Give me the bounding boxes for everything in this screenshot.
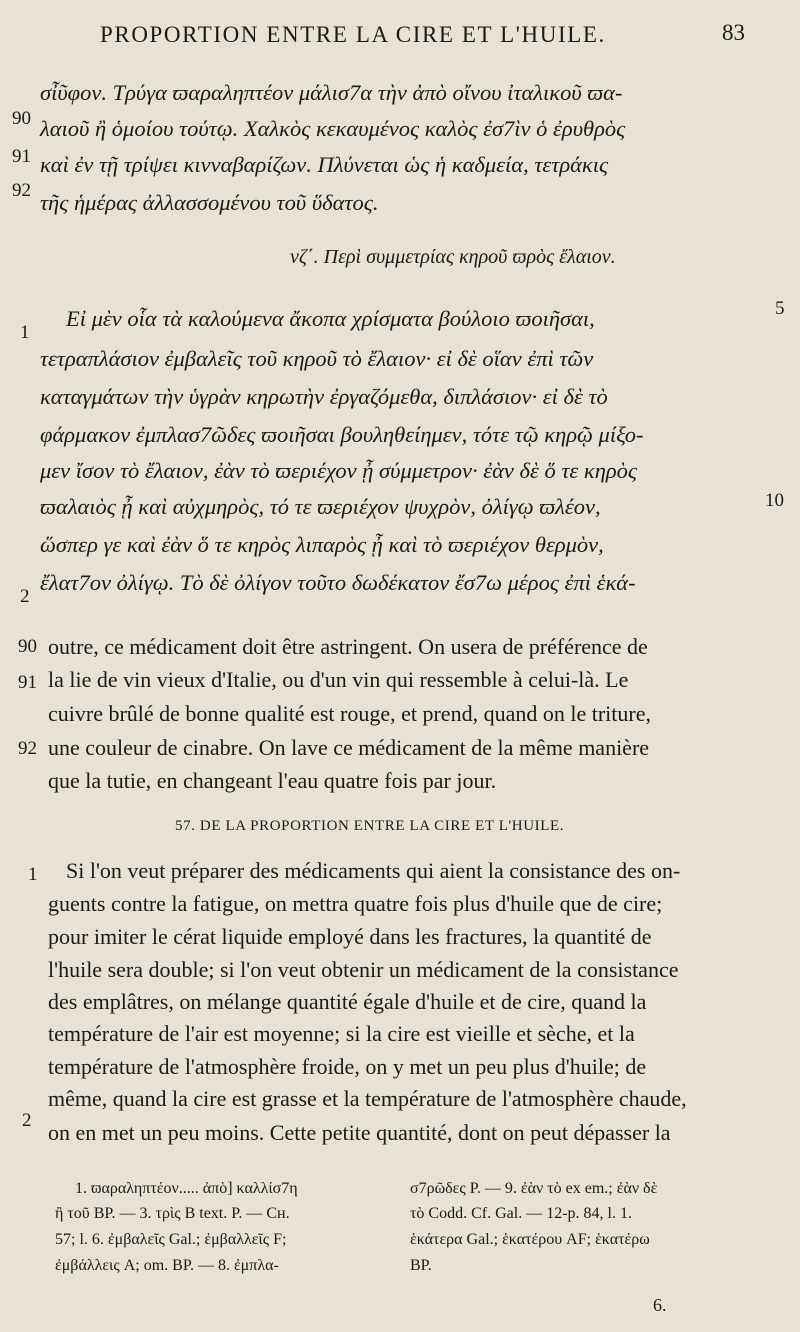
french-line: outre, ce médicament doit être astringent. On usera de préférence de: [48, 634, 648, 659]
greek-line: σἶῦφον. Τρύγα ϖαραληπτέον μάλισ7α τὴν ἀπὸ οἴνου ἰταλικοῦ ϖα-: [40, 80, 623, 105]
greek-line: καταγμάτων τὴν ὑγρὰν κηρωτὴν ἐργαζόμεθα, διπλάσιον· εἰ δὲ τὸ: [40, 384, 608, 409]
margin-number-1: 1: [20, 322, 30, 343]
margin-number-92-fr: 92: [18, 738, 37, 759]
margin-number-2-fr: 2: [22, 1110, 32, 1131]
footnote-line: τὸ Codd. Cf. Gal. — 12-p. 84, l. 1.: [410, 1205, 632, 1222]
french-line: que la tutie, en changeant l'eau quatre fois par jour.: [48, 768, 497, 793]
signature-mark: 6.: [653, 1295, 667, 1315]
french-line: on en met un peu moins. Cette petite quantité, dont on peut dépasser la: [48, 1120, 671, 1145]
french-line: même, quand la cire est grasse et la température de l'atmosphère chaude,: [48, 1086, 687, 1111]
margin-number-92: 92: [12, 180, 31, 201]
french-line: température de l'atmosphère froide, on y met un peu plus d'huile; de: [48, 1054, 647, 1079]
footnote-line: ἑκάτερα Gal.; ἑκατέρου AF; ἑκατέρω: [410, 1231, 650, 1248]
french-line: cuivre brûlé de bonne qualité est rouge, et prend, quand on le triture,: [48, 701, 651, 726]
greek-line: λαιοῦ ἢ ὁμοίου τούτῳ. Χαλκὸς κεκαυμένος καλὸς ἐσ7ὶν ὁ ἐρυθρὸς: [40, 116, 626, 141]
greek-line: τετραπλάσιον ἐμβαλεῖς τοῦ κηροῦ τὸ ἔλαιον· εἰ δὲ οἵαν ἐπὶ τῶν: [40, 346, 594, 371]
french-line: des emplâtres, on mélange quantité égale d'huile et de cire, quand la: [48, 989, 647, 1014]
running-title: PROPORTION ENTRE LA CIRE ET L'HUILE.: [100, 22, 606, 47]
greek-line: τῆς ἡμέρας ἀλλασσομένου τοῦ ὕδατος.: [40, 190, 379, 215]
french-line: guents contre la fatigue, on mettra quatre fois plus d'huile que de cire;: [48, 891, 663, 916]
margin-number-2: 2: [20, 586, 30, 607]
french-line: Si l'on veut préparer des médicaments qui aient la consistance des on-: [66, 858, 681, 883]
line-number-10: 10: [765, 490, 784, 511]
page-number: 83: [722, 20, 745, 45]
margin-number-90: 90: [12, 108, 31, 129]
footnote-line: 57; l. 6. ἐμβαλεῖς Gal.; ἐμβαλλεῖς F;: [55, 1231, 287, 1248]
greek-line: Εἰ μὲν οἷα τὰ καλούμενα ἄκοπα χρίσματα βούλοιο ϖοιῆσαι,: [66, 306, 595, 331]
margin-number-90-fr: 90: [18, 636, 37, 657]
french-line: une couleur de cinabre. On lave ce médicament de la même manière: [48, 735, 650, 760]
greek-section-heading: νζ΄. Περὶ συμμετρίας κηροῦ ϖρὸς ἔλαιον.: [290, 246, 616, 268]
french-line: pour imiter le cérat liquide employé dans les fractures, la quantité de: [48, 924, 652, 949]
french-line: la lie de vin vieux d'Italie, ou d'un vin qui ressemble à celui-là. Le: [48, 667, 629, 692]
margin-number-91-fr: 91: [18, 672, 37, 693]
greek-line: ἔλατ7ον ὀλίγῳ. Τὸ δὲ ὀλίγον τοῦτο δωδέκατον ἔσ7ω μέρος ἐπὶ ἑκά-: [40, 570, 636, 595]
margin-number-1-fr: 1: [28, 864, 38, 885]
french-line: température de l'air est moyenne; si la cire est vieille et sèche, et la: [48, 1021, 635, 1046]
french-line: l'huile sera double; si l'on veut obtenir un médicament de la consistance: [48, 957, 679, 982]
footnote-line: ἐμβάλλεις A; om. BP. — 8. ἐμπλα-: [55, 1257, 279, 1274]
footnote-line: BP.: [410, 1257, 432, 1274]
greek-line: ϖαλαιὸς ᾖ καὶ αὐχμηρὸς, τό τε ϖεριέχον ψυχρὸν, ὀλίγῳ ϖλέον,: [40, 494, 601, 519]
line-number-5: 5: [775, 298, 785, 319]
footnote-line: 1. ϖαραληπτέον..... ἀπὸ] καλλίσ7η: [75, 1180, 298, 1197]
greek-line: μεν ἴσον τὸ ἔλαιον, ἐὰν τὸ ϖεριέχον ᾖ σύμμετρον· ἐὰν δὲ ὅ τε κηρὸς: [40, 458, 638, 483]
greek-line: φάρμακον ἐμπλασ7ῶδες ϖοιῆσαι βουληθείημεν, τότε τῷ κηρῷ μίξο-: [40, 422, 644, 447]
footnote-line: ἢ τοῦ BP. — 3. τρὶς B text. P. — Cн.: [55, 1205, 290, 1222]
french-section-heading: 57. DE LA PROPORTION ENTRE LA CIRE ET L'HUILE.: [175, 818, 565, 834]
footnote-line: σ7ρῶδες P. — 9. ἐὰν τὸ ex em.; ἐὰν δὲ: [410, 1180, 658, 1197]
margin-number-91: 91: [12, 146, 31, 167]
greek-line: καὶ ἐν τῇ τρίψει κινναβαρίζων. Πλύνεται ὡς ἡ καδμεία, τετράκις: [40, 152, 609, 177]
greek-line: ὥσπερ γε καὶ ἐὰν ὅ τε κηρὸς λιπαρὸς ᾖ καὶ τὸ ϖεριέχον θερμὸν,: [40, 532, 604, 557]
